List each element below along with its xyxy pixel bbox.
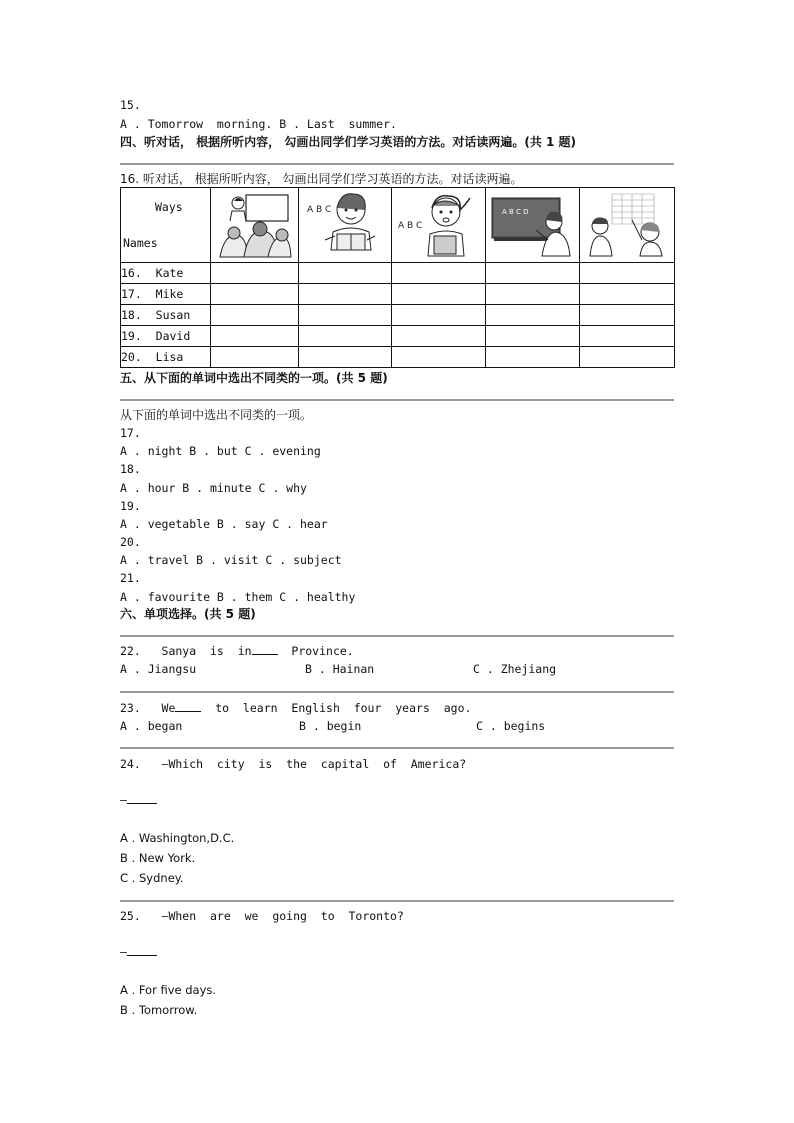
- table-row: [121, 347, 675, 368]
- student-name: Susan: [155, 308, 191, 322]
- divider: [120, 747, 674, 749]
- girl-reading-abc-image: [305, 190, 385, 260]
- table-row: [121, 305, 675, 326]
- table-row: [121, 326, 675, 347]
- ways-label: Ways: [155, 200, 183, 214]
- q24-stem: 24. —Which city is the capital of America?: [120, 757, 467, 771]
- check-cell[interactable]: [211, 263, 299, 284]
- divider: [120, 635, 674, 637]
- check-cell[interactable]: [299, 284, 392, 305]
- check-cell[interactable]: [211, 347, 299, 368]
- ways-names-header: [121, 188, 211, 263]
- check-cell[interactable]: [392, 263, 486, 284]
- classroom-lecture-image: [218, 191, 292, 259]
- check-cell[interactable]: [580, 263, 675, 284]
- q25-option-a: A . For five days.: [120, 983, 217, 997]
- check-cell[interactable]: [211, 305, 299, 326]
- svg-text:A B C D: A B C D: [501, 208, 529, 216]
- question-number: 20.: [120, 535, 141, 549]
- check-cell[interactable]: [211, 284, 299, 305]
- section5-instruction: 从下面的单词中选出不同类的一项。: [120, 408, 313, 422]
- check-cell[interactable]: [392, 284, 486, 305]
- svg-text:A B C: A B C: [397, 221, 422, 231]
- row-number: 20.: [121, 350, 142, 364]
- q22-option-a: A . Jiangsu: [120, 662, 197, 676]
- row-number: 18.: [121, 308, 142, 322]
- check-cell[interactable]: [392, 305, 486, 326]
- q22-option-c: C . Zhejiang: [473, 662, 557, 676]
- q23-option-b: B . begin: [299, 719, 362, 733]
- check-cell[interactable]: [211, 326, 299, 347]
- section6-header: 六、单项选择。(共 5 题): [120, 607, 256, 621]
- question-options: A . vegetable B . say C . hear: [120, 517, 328, 531]
- divider: [120, 900, 674, 902]
- table-row: [121, 263, 675, 284]
- check-cell[interactable]: [299, 305, 392, 326]
- check-cell[interactable]: [580, 326, 675, 347]
- check-cell[interactable]: [486, 263, 580, 284]
- check-cell[interactable]: [299, 326, 392, 347]
- check-cell[interactable]: [580, 305, 675, 326]
- way-2-cell: [299, 188, 392, 263]
- section4-header: 四、听对话， 根据所听内容， 勾画出同学们学习英语的方法。对话读两遍。(共 1 题): [120, 135, 577, 149]
- way-3-cell: [392, 188, 486, 263]
- row-number: 19.: [121, 329, 142, 343]
- row-number: 17.: [121, 287, 142, 301]
- divider: [120, 691, 674, 693]
- check-cell[interactable]: [299, 347, 392, 368]
- q25-option-b: B . Tomorrow.: [120, 1003, 198, 1017]
- q23-stem: 23. We to learn English four years ago.: [120, 701, 472, 715]
- q23-option-c: C . begins: [476, 719, 546, 733]
- way-5-cell: [580, 188, 675, 263]
- svg-text:A B C: A B C: [307, 205, 332, 215]
- check-cell[interactable]: [392, 347, 486, 368]
- kids-chart-image: [584, 190, 670, 260]
- question-number: 19.: [120, 499, 141, 513]
- check-cell[interactable]: [392, 326, 486, 347]
- check-cell[interactable]: [580, 284, 675, 305]
- student-name: Lisa: [155, 350, 184, 364]
- teacher-blackboard-image: [490, 190, 576, 260]
- names-label: Names: [123, 236, 158, 250]
- check-cell[interactable]: [486, 284, 580, 305]
- question-options: A . travel B . visit C . subject: [120, 553, 342, 567]
- way-4-cell: [486, 188, 580, 263]
- check-cell[interactable]: [580, 347, 675, 368]
- question-number: 18.: [120, 462, 141, 476]
- student-name: Kate: [155, 266, 184, 280]
- check-cell[interactable]: [486, 347, 580, 368]
- girl-abc-book-image: [396, 190, 482, 260]
- q25-stem: 25. —When are we going to Toronto?: [120, 909, 404, 923]
- question-options: A . night B . but C . evening: [120, 444, 321, 458]
- question-options: A . favourite B . them C . healthy: [120, 590, 356, 604]
- section5-header: 五、从下面的单词中选出不同类的一项。(共 5 题): [120, 371, 388, 385]
- check-cell[interactable]: [486, 305, 580, 326]
- q16-prompt: 16. 听对话， 根据所听内容， 勾画出同学们学习英语的方法。对话读两遍。: [120, 172, 523, 186]
- student-name: David: [155, 329, 191, 343]
- ways-table: [120, 187, 675, 368]
- divider: [120, 399, 674, 401]
- answer-blank[interactable]: [127, 945, 157, 956]
- table-row: [121, 284, 675, 305]
- q24-option-c: C . Sydney.: [120, 871, 184, 885]
- q15-options: A . Tomorrow morning. B . Last summer.: [120, 117, 397, 131]
- q23-option-a: A . began: [120, 719, 183, 733]
- way-1-cell: [211, 188, 299, 263]
- check-cell[interactable]: [486, 326, 580, 347]
- answer-blank[interactable]: [252, 644, 278, 655]
- answer-blank[interactable]: [175, 701, 201, 712]
- q25-answer: —: [120, 945, 157, 959]
- answer-blank[interactable]: [127, 793, 157, 804]
- q24-option-b: B . New York.: [120, 851, 196, 865]
- question-number: 17.: [120, 426, 141, 440]
- q22-option-b: B . Hainan: [305, 662, 375, 676]
- question-number: 21.: [120, 571, 141, 585]
- question-options: A . hour B . minute C . why: [120, 481, 307, 495]
- q24-option-a: A . Washington,D.C.: [120, 831, 235, 845]
- q22-stem: 22. Sanya is in Province.: [120, 644, 354, 658]
- divider: [120, 163, 674, 165]
- q24-answer: —: [120, 793, 157, 807]
- student-name: Mike: [155, 287, 184, 301]
- check-cell[interactable]: [299, 263, 392, 284]
- row-number: 16.: [121, 266, 142, 280]
- q15-number: 15.: [120, 98, 141, 112]
